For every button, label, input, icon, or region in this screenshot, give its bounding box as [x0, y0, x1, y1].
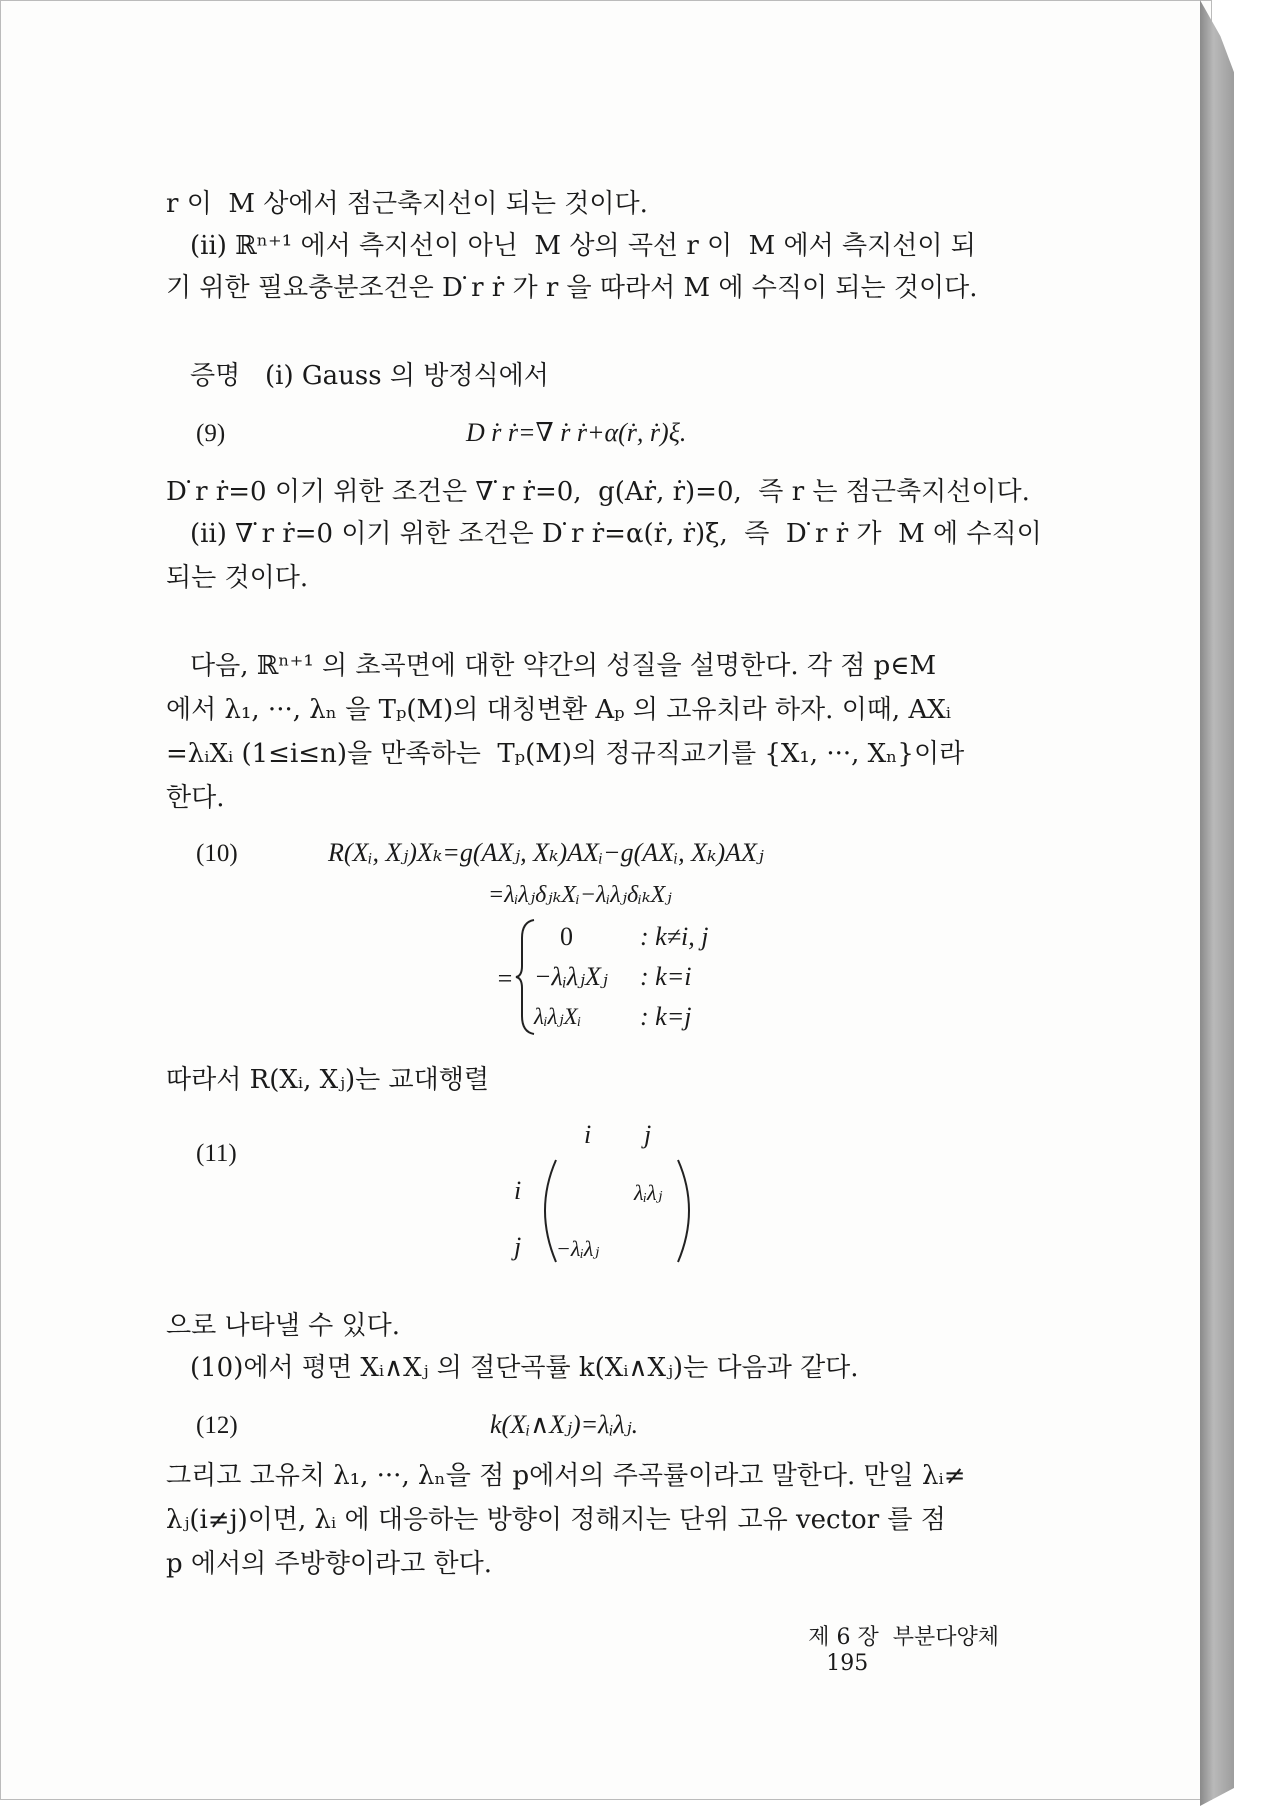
text-line: 으로 나타낼 수 있다. — [166, 1311, 400, 1341]
equation-number-9: (9) — [196, 420, 226, 447]
case-1-value: 0 — [560, 922, 573, 951]
matrix-row-label-j: j — [514, 1232, 522, 1261]
equation-12: k(Xᵢ∧Xⱼ)=λᵢλⱼ. — [490, 1410, 639, 1439]
matrix-entry-ji: −λᵢλⱼ — [556, 1236, 600, 1261]
equation-number-10: (10) — [196, 840, 238, 867]
equation-9: D ̇r ṙ=∇ ̇r ṙ+α(ṙ, ṙ)ξ. — [466, 418, 687, 447]
text-line: 다음, ℝⁿ⁺¹ 의 초곡면에 대한 약간의 성질을 설명한다. 각 점 p∈M — [190, 651, 937, 681]
text-line: 그리고 고유치 λ₁, ···, λₙ을 점 p에서의 주곡률이라고 말한다. 만일 λᵢ≠ — [166, 1461, 966, 1491]
matrix-row-label-i: i — [514, 1176, 522, 1205]
case-2-value: −λᵢλⱼXⱼ — [534, 962, 608, 991]
text-line: (10)에서 평면 Xᵢ∧Xⱼ 의 절단곡률 k(Xᵢ∧Xⱼ)는 다음과 같다. — [190, 1353, 859, 1383]
equation-10-line1: R(Xᵢ, Xⱼ)Xₖ=g(AXⱼ, Xₖ)AXᵢ−g(AXᵢ, Xₖ)AXⱼ — [328, 838, 764, 867]
case-3-condition: : k=j — [640, 1002, 692, 1031]
equation-number-12: (12) — [196, 1412, 238, 1439]
text-line: =λᵢXᵢ (1≤i≤n)을 만족하는 Tₚ(M)의 정규직교기를 {X₁, ···, Xₙ}이라 — [166, 739, 965, 769]
text-line: 기 위한 필요충분조건은 D ̇r ṙ 가 r 을 따라서 M 에 수직이 되는 것이다. — [166, 273, 978, 303]
text-line: 한다. — [166, 783, 225, 813]
text-line: (ii) ∇ ̇r ṙ=0 이기 위한 조건은 D ̇r ṙ=α(ṙ, ṙ)ξ, 즉 D ̇r ṙ 가 M 에 수직이 — [190, 519, 1042, 549]
equation-10-line2: =λᵢλⱼδⱼₖXᵢ−λᵢλⱼδᵢₖXⱼ — [488, 882, 672, 908]
text-line: λⱼ(i≠j)이면, λᵢ 에 대응하는 방향이 정해지는 단위 고유 vector 를 점 — [166, 1505, 946, 1535]
equation-10-equals: = — [496, 964, 514, 993]
matrix-entry-ij: λᵢλⱼ — [634, 1180, 663, 1205]
matrix-col-label-i: i — [584, 1120, 592, 1149]
proof-heading: 증명 (i) Gauss 의 방정식에서 — [190, 361, 549, 391]
page-edge-shadow — [1200, 0, 1234, 1806]
text-line: (ii) ℝⁿ⁺¹ 에서 측지선이 아닌 M 상의 곡선 r 이 M 에서 측지선이 되 — [190, 231, 976, 261]
text-line: 에서 λ₁, ···, λₙ 을 Tₚ(M)의 대칭변환 Aₚ 의 고유치라 하자. 이때, AXᵢ — [166, 695, 951, 725]
text-line: p 에서의 주방향이라고 한다. — [166, 1549, 492, 1579]
matrix-col-label-j: j — [644, 1120, 652, 1149]
text-line: r 이 M 상에서 점근축지선이 되는 것이다. — [166, 189, 648, 219]
case-3-value: λᵢλⱼXᵢ — [534, 1004, 582, 1029]
case-1-condition: : k≠i, j — [640, 922, 709, 951]
case-2-condition: : k=i — [640, 962, 692, 991]
text-line: D ̇r ṙ=0 이기 위한 조건은 ∇ ̇r ṙ=0, g(Aṙ, ṙ)=0, 즉 r 는 점근축지선이다. — [166, 477, 1030, 507]
chapter-title: 제 6 장 부분다양체 — [808, 1625, 999, 1650]
text-line: 따라서 R(Xᵢ, Xⱼ)는 교대행렬 — [166, 1065, 489, 1095]
page-number: 195 — [826, 1651, 869, 1676]
matrix-right-paren — [672, 1158, 702, 1264]
equation-number-11: (11) — [196, 1140, 237, 1167]
running-footer — [794, 1595, 999, 1676]
text-line: 되는 것이다. — [166, 563, 309, 593]
